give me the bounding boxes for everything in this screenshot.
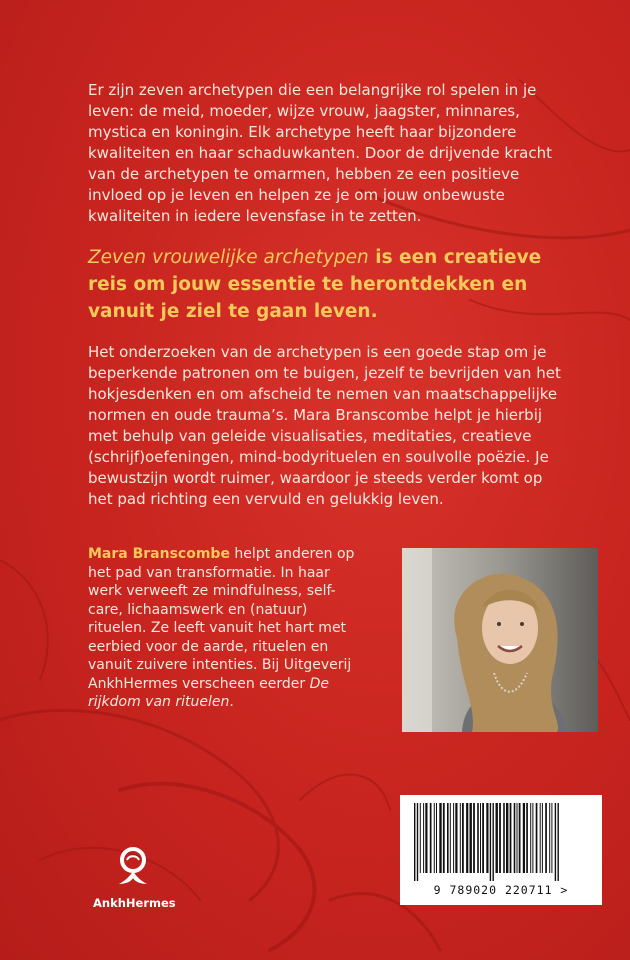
- barcode-bar: [466, 803, 468, 873]
- barcode-bar: [423, 803, 424, 873]
- barcode-bar: [493, 803, 494, 881]
- barcode-bar: [455, 803, 457, 873]
- barcode-bar: [542, 803, 543, 873]
- author-bio-text: helpt anderen op het pad van transformatie. In haar werk verweeft ze mindfulness, self-care, lichaamswerk en (natuur) rituelen. Ze leeft vanuit het hart met eerbied voor de aarde, rituelen en vanuit zuivere intenties. Bij Uitgeverij AnkhHermes verscheen eerder: [88, 546, 355, 692]
- barcode-bar: [482, 803, 484, 873]
- isbn-number: 9 789020 220711 >: [433, 883, 569, 897]
- barcode-bar: [420, 803, 421, 873]
- book-title-italic: Zeven vrouwelijke archetypen: [88, 247, 369, 268]
- ankh-hermes-logo-icon: [113, 846, 153, 894]
- barcode-bar: [473, 803, 475, 873]
- barcode-bar: [436, 803, 437, 873]
- barcode-bar: [506, 803, 508, 873]
- barcode-bar: [425, 803, 427, 873]
- barcode-bar: [558, 803, 559, 881]
- body-paragraph: Het onderzoeken van de archetypen is een goede stap om je beperkende patronen om te buigen, jezelf te bevrijden van het hokjesdenken en om afscheid te nemen van maatschappelijke normen en oude trauma’s. Mara Branscombe helpt je hierbij met behulp van geleide visualisaties, meditaties, creatieve (schrijf)oefeningen, mind-bodyrituelen en soulvolle poëzie. Je bewustzijn wordt ruimer, waardoor je steeds verder komt op het pad richting een vervuld en gelukkig leven.: [88, 343, 561, 508]
- barcode-bar: [510, 803, 512, 873]
- barcode-bar: [439, 803, 441, 873]
- barcode-bar: [462, 803, 464, 873]
- barcode-bar: [503, 803, 505, 873]
- previous-book-title: De rijkdom van rituelen: [88, 675, 329, 710]
- barcode-bar: [417, 803, 418, 881]
- barcode-bar: [526, 803, 528, 873]
- barcode-bar: [551, 803, 552, 873]
- author-name: Mara Branscombe: [88, 546, 230, 562]
- barcode-bar: [490, 803, 491, 881]
- author-photo: [402, 548, 598, 732]
- barcode-bar: [523, 803, 525, 873]
- barcode: [400, 795, 602, 905]
- barcode-bar: [480, 803, 481, 873]
- barcode-bar: [545, 803, 547, 873]
- barcode-bar: [477, 803, 479, 873]
- barcode-bar: [517, 803, 518, 873]
- author-bio: [88, 545, 368, 712]
- barcode-bars: [410, 803, 592, 881]
- barcode-bar: [514, 803, 516, 873]
- author-bio-end: .: [229, 694, 234, 710]
- barcode-bar: [414, 803, 415, 881]
- barcode-bar: [430, 803, 432, 873]
- barcode-bar: [470, 803, 472, 873]
- barcode-bar: [453, 803, 454, 873]
- barcode-bar: [499, 803, 501, 873]
- publisher-logo: [93, 846, 176, 916]
- barcode-bar: [555, 803, 556, 881]
- barcode-bar: [443, 803, 445, 873]
- barcode-bar: [540, 803, 541, 873]
- barcode-bar: [536, 803, 538, 873]
- intro-paragraph: Er zijn zeven archetypen die een belangrijke rol spelen in je leven: de meid, moeder, wijze vrouw, jaagster, minnares, mystica en koningin. Elk archetype heeft haar bijzondere kwaliteiten en haar schaduwkanten. Door de drijvende kracht van de archetypen te omarmen, hebben ze een positieve invloed op je leven en helpen ze je om jouw onbewuste kwaliteiten in iedere levensfase in te zetten.: [88, 81, 552, 225]
- barcode-bar: [530, 803, 531, 873]
- barcode-bar: [447, 803, 449, 873]
- barcode-bar: [486, 803, 488, 873]
- barcode-bar: [519, 803, 521, 873]
- barcode-bar: [549, 803, 550, 873]
- barcode-bar: [460, 803, 461, 873]
- highlight-rest: is een creatieve reis om jouw essentie te herontdekken en vanuit je ziel te gaan leven.: [88, 247, 542, 322]
- barcode-bar: [434, 803, 435, 873]
- publisher-name: AnkhHermes: [93, 896, 176, 910]
- barcode-bar: [532, 803, 533, 873]
- barcode-bar: [450, 803, 451, 873]
- highlight-paragraph: [88, 244, 568, 325]
- barcode-bar: [496, 803, 498, 873]
